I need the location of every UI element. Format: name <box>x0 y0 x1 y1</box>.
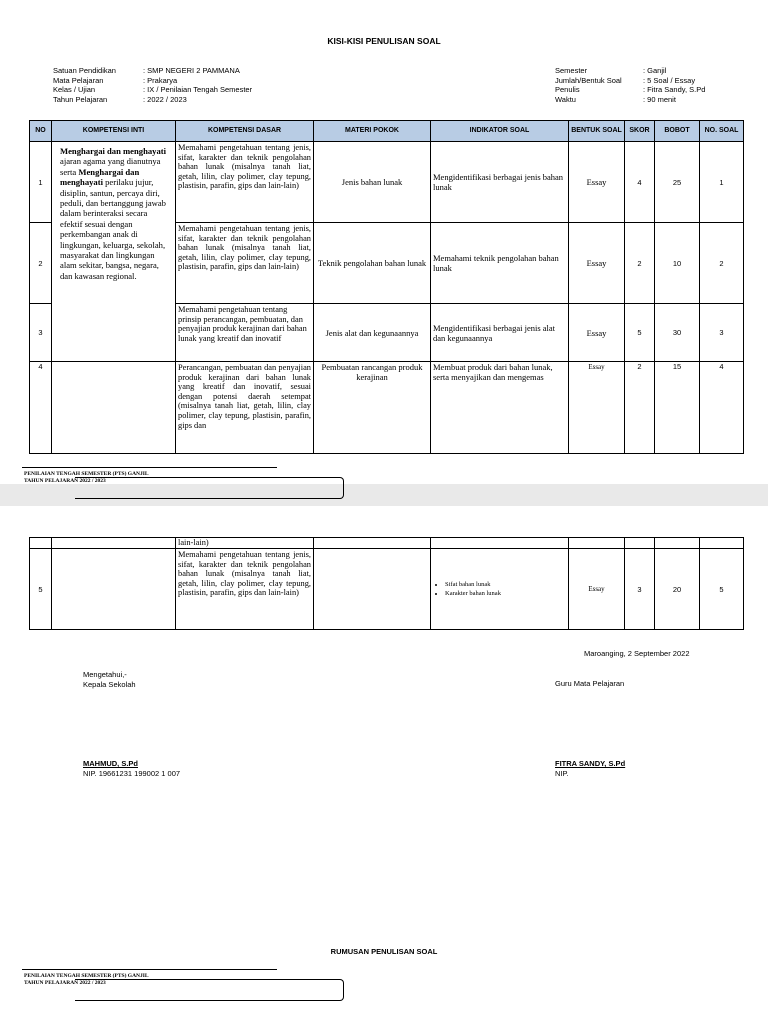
row-nosoal: 1 <box>700 142 744 223</box>
page-2 <box>0 506 768 1024</box>
list-item: • Karakter bahan lunak <box>445 589 566 598</box>
info-value: : Ganjil <box>643 66 667 75</box>
row-no: 5 <box>30 549 52 630</box>
empty-cell <box>314 549 431 630</box>
ki-text: perilaku jujur, disiplin, santun, percaya diri, peduli, dan bertanggung jawab dalam berinteraksi secara efektif sesuai dengan perkembangan anak di lingkungan, keluarga, sekolah, masyarakat dan lingkungan alam sekitar, bangsa, negara, dan kawasan regional. <box>60 177 166 281</box>
row-no: 4 <box>30 362 52 454</box>
row-materi: Pembuatan rancangan produk kerajinan <box>314 362 431 454</box>
header-skor: SKOR <box>625 121 655 142</box>
row-indikator: Mengidentifikasi berbagai jenis alat dan kegunaannya <box>431 304 569 362</box>
page-footer <box>24 973 149 987</box>
header-nosoal: NO. SOAL <box>700 121 744 142</box>
next-section-title: RUMUSAN PENULISAN SOAL <box>330 947 438 956</box>
row-bobot: 15 <box>655 362 700 454</box>
info-right <box>555 66 705 104</box>
row-no: 3 <box>30 304 52 362</box>
ki-bold: Menghargai dan menghayati <box>60 166 140 188</box>
header-ki: KOMPETENSI INTI <box>52 121 176 142</box>
row-kd-continued: lain-lain) <box>176 538 314 549</box>
ki-text: ajaran agama yang dianutnya serta <box>60 156 161 177</box>
ki-empty <box>52 362 176 454</box>
row-nosoal: 3 <box>700 304 744 362</box>
empty-cell <box>30 538 52 549</box>
row-indikator: Memahami teknik pengolahan bahan lunak <box>431 223 569 304</box>
row-bobot: 10 <box>655 223 700 304</box>
table-header <box>30 121 744 142</box>
left-signature-name-block <box>83 759 180 778</box>
left-signature <box>83 670 136 689</box>
empty-cell <box>431 538 569 549</box>
left-sig-line-1: Mengetahui,- <box>83 670 127 679</box>
info-value: : 5 Soal / Essay <box>643 75 696 85</box>
header-indikator: INDIKATOR SOAL <box>431 121 569 142</box>
row-kd: Perancangan, pembuatan dan penyajian produk kerajinan dari bahan lunak yang kreatif dan inovatif, sesuai dengan potensi daerah setempat (misalnya tanah liat, getah, lilin, clay polimer, clay tepung, plastisin, parafin, gips dan <box>176 362 314 454</box>
row-kd: Memahami pengetahuan tentang jenis, sifat, karakter dan teknik pengolahan bahan lunak (misalnya tanah liat, getah, lilin, clay polimer, clay tepung, plastisin, parafin, gips dan lain-lain) <box>176 223 314 304</box>
header-materi: MATERI POKOK <box>314 121 431 142</box>
info-value: : Fitra Sandy, S.Pd <box>643 85 706 94</box>
row-nosoal: 2 <box>700 223 744 304</box>
footer-divider <box>22 969 277 970</box>
row-skor: 2 <box>625 223 655 304</box>
kisi-table <box>29 120 744 454</box>
row-skor: 2 <box>625 362 655 454</box>
row-bentuk: Essay <box>569 304 625 362</box>
row-skor: 3 <box>625 549 655 630</box>
footer-line-2: TAHUN PELAJARAN 2022 / 2023 <box>24 980 106 986</box>
left-sig-line-2: Kepala Sekolah <box>83 679 136 689</box>
row-no: 1 <box>30 142 52 223</box>
row-indikator <box>431 549 569 630</box>
table-row <box>30 549 744 630</box>
row-materi: Jenis bahan lunak <box>314 142 431 223</box>
row-kd: Memahami pengetahuan tentang prinsip perancangan, pembuatan, dan penyajian produk kerajinan dari bahan lunak yang kreatif dan inovatif <box>176 304 314 362</box>
info-label: Mata Pelajaran <box>53 75 104 85</box>
row-nosoal: 5 <box>700 549 744 630</box>
info-label: Kelas / Ujian <box>53 85 96 94</box>
headmaster-nip: NIP. 19661231 199002 1 007 <box>83 768 181 778</box>
info-value: : Prakarya <box>143 75 178 85</box>
empty-cell <box>655 538 700 549</box>
right-signature: Guru Mata Pelajaran <box>555 679 625 688</box>
row-skor: 4 <box>625 142 655 223</box>
row-bentuk: Essay <box>569 549 625 630</box>
header-kd: KOMPETENSI DASAR <box>176 121 314 142</box>
row-nosoal: 4 <box>700 362 744 454</box>
ki-cell <box>52 142 176 362</box>
info-value: : 90 menit <box>643 94 676 104</box>
row-bentuk: Essay <box>569 362 625 454</box>
row-bobot: 25 <box>655 142 700 223</box>
info-value: : SMP NEGERI 2 PAMMANA <box>143 66 240 75</box>
ki-bold: Menghargai dan menghayati <box>60 146 166 156</box>
header-no: NO <box>30 121 52 142</box>
row-bobot: 30 <box>655 304 700 362</box>
right-signature-name-block <box>555 759 625 778</box>
teacher-nip: NIP. <box>555 768 569 778</box>
kisi-table-continued <box>29 537 744 630</box>
row-kd: Memahami pengetahuan tentang jenis, sifat, karakter dan teknik pengolahan bahan lunak (misalnya tanah liat, getah, lilin, clay polimer, clay tepung, plastisin, parafin, gips dan lain-lain) <box>176 142 314 223</box>
header-bentuk: BENTUK SOAL <box>569 121 625 142</box>
info-label: Semester <box>555 66 588 75</box>
row-materi: Teknik pengolahan bahan lunak <box>314 223 431 304</box>
empty-cell <box>52 538 176 549</box>
ki-empty <box>52 549 176 630</box>
row-no: 2 <box>30 223 52 304</box>
empty-cell <box>314 538 431 549</box>
footer-line-2: TAHUN PELAJARAN 2022 / 2023 <box>24 478 106 484</box>
teacher-name: FITRA SANDY, S.Pd <box>555 759 626 768</box>
row-indikator: Membuat produk dari bahan lunak, serta menyajikan dan mengemas <box>431 362 569 454</box>
info-left <box>53 66 252 104</box>
footer-divider <box>22 467 277 468</box>
row-bentuk: Essay <box>569 223 625 304</box>
row-materi: Jenis alat dan kegunaannya <box>314 304 431 362</box>
info-value: : 2022 / 2023 <box>143 94 187 104</box>
table-row-continued <box>30 538 744 549</box>
info-label: Penulis <box>555 85 580 94</box>
page-1 <box>0 0 768 484</box>
info-label: Jumlah/Bentuk Soal <box>555 75 622 85</box>
list-item: • Sifat bahan lunak <box>445 580 566 589</box>
info-label: Tahun Pelajaran <box>53 94 108 104</box>
table-row <box>30 362 744 454</box>
empty-cell <box>625 538 655 549</box>
page-footer <box>24 471 149 485</box>
info-label: Waktu <box>555 94 576 104</box>
empty-cell <box>700 538 744 549</box>
table-row <box>30 142 744 223</box>
headmaster-name: MAHMUD, S.Pd <box>83 759 138 768</box>
row-kd: Memahami pengetahuan tentang jenis, sifat, karakter dan teknik pengolahan bahan lunak (misalnya tanah liat, getah, lilin, clay polimer, clay tepung, plastisin, parafin, gips dan lain-lain) <box>176 549 314 630</box>
header-bobot: BOBOT <box>655 121 700 142</box>
info-label: Satuan Pendidikan <box>53 66 116 75</box>
place-date: Maroanging, 2 September 2022 <box>584 649 690 658</box>
info-value: : IX / Penilaian Tengah Semester <box>143 85 253 94</box>
row-bentuk: Essay <box>569 142 625 223</box>
page-title: KISI-KISI PENULISAN SOAL <box>327 36 441 46</box>
empty-cell <box>569 538 625 549</box>
footer-line-1: PENILAIAN TENGAH SEMESTER (PTS) GANJIL <box>24 973 149 979</box>
row-indikator: Mengidentifikasi berbagai jenis bahan lunak <box>431 142 569 223</box>
indikator-list <box>433 580 566 598</box>
footer-line-1: PENILAIAN TENGAH SEMESTER (PTS) GANJIL <box>24 471 149 477</box>
row-skor: 5 <box>625 304 655 362</box>
row-bobot: 20 <box>655 549 700 630</box>
